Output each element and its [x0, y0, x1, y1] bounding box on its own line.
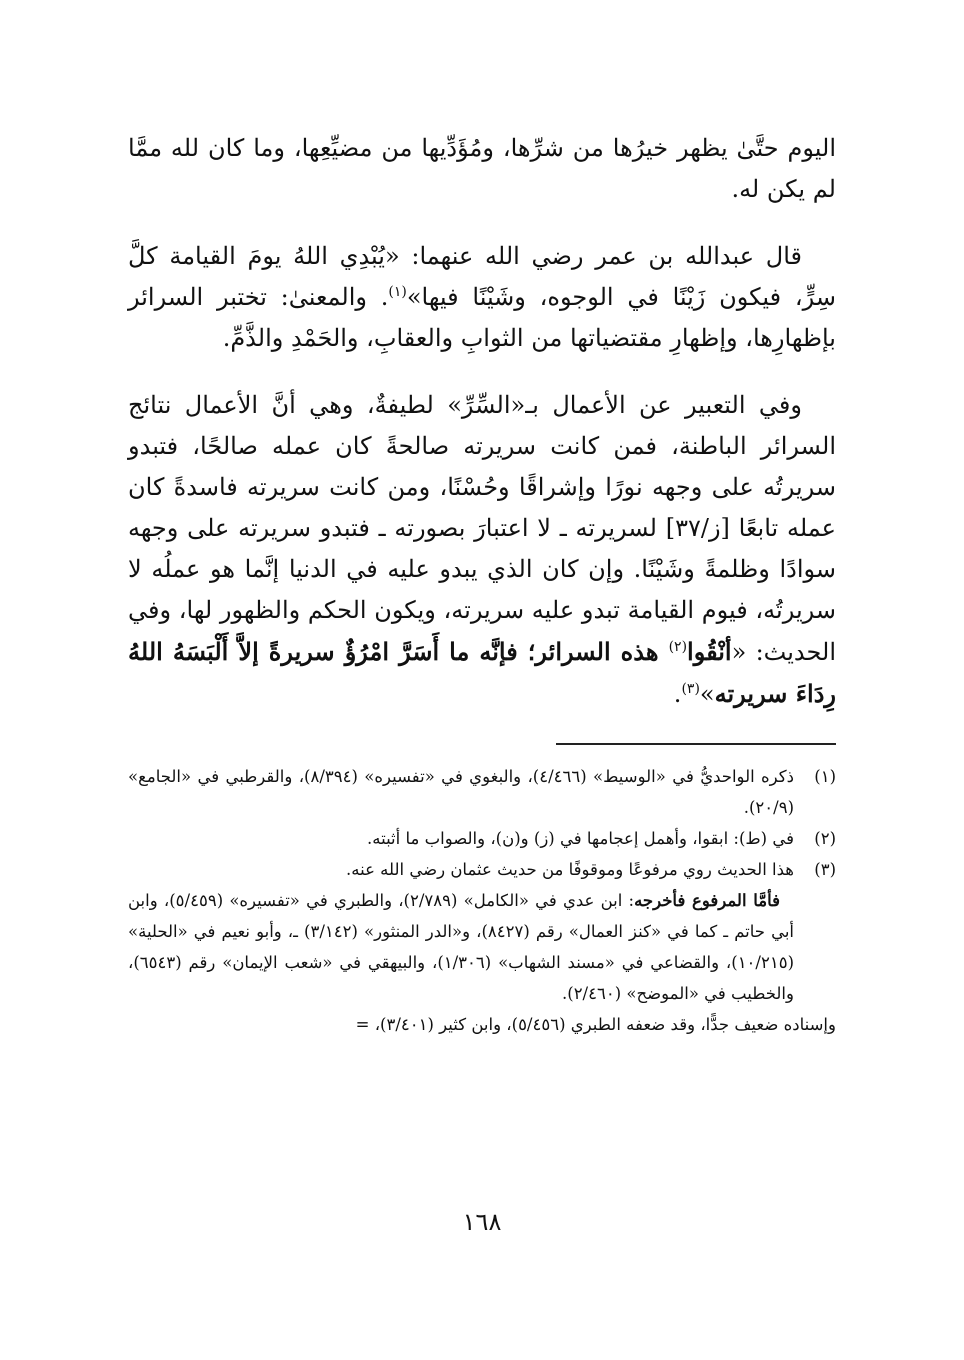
body-paragraph-3	[128, 385, 836, 715]
footnotes	[128, 761, 836, 1040]
footnote-text: في (ط): ابقوا، وأهمل إعجامها في (ز) و(ن)، والصواب ما أثبته.	[367, 829, 794, 848]
footnote-3-continuation	[128, 885, 836, 1009]
footnote-text: وإسناده ضعيف جدًّا، وقد ضعفه الطبري (٥/٤٥٦)، وابن كثير (٣/٤٠١)، =	[355, 1015, 836, 1034]
footnote-number: (٣)	[814, 860, 836, 879]
footnote-reference-3[interactable]: (٣)	[681, 681, 700, 697]
footnote-reference-2[interactable]: (٢)	[668, 639, 688, 655]
paragraph-text: قال عبدالله بن عمر رضي الله عنهما: «يُبْدِي اللهُ يومَ القيامة كلَّ سِرٍّ، فيكون زَيْنًا في الوجوه، وشَيْنًا فيها»	[128, 242, 836, 311]
page-number: ١٦٨	[462, 1208, 502, 1236]
footnote-text: هذا الحديث روي مرفوعًا وموقوفًا من حديث عثمان رضي الله عنه.	[346, 860, 794, 879]
page-content	[128, 128, 836, 1040]
footnote-2	[128, 823, 836, 854]
footnote-text: ذكره الواحديُّ في «الوسيط» (٤/٤٦٦)، والبغوي في «تفسيره» (٨/٣٩٤)، والقرطبي في «الجامع» (٢٠/٩).	[128, 767, 794, 817]
footnote-text: : ابن عدي في «الكامل» (٢/٧٨٩)، والطبري في «تفسيره» (٥/٤٥٩)، وابن أبي حاتم ـ كما في «كنز العمال» رقم (٨٤٢٧)، و«الدر المنثور» (٣/١٤٢) ـ، وأبو نعيم في «الحلية» (١٠/٢١٥)، والقضاعي في «مسند الشهاب» (١/٣٠٦)، والبيهقي في «شعب الإيمان» رقم (٦٥٤٣)، والخطيب في «الموضح» (٢/٤٦٠).	[128, 891, 794, 1003]
footnote-bold-lead: فأمَّا المرفوع فأخرجه	[634, 891, 781, 910]
body-paragraph-1	[128, 128, 836, 210]
hadith-text: أنْقُوا	[687, 637, 732, 666]
footnote-3-continuation-2	[128, 1009, 836, 1040]
paragraph-text: . والمعنىٰ: تختبر السرائر بإظهارِها، وإظهارِ مقتضياتها من الثوابِ والعقابِ، والحَمْدِ والذَّمِّ.	[128, 283, 836, 352]
closing-quote: »	[699, 680, 715, 708]
footnote-reference-1[interactable]: (١)	[388, 284, 407, 300]
footnote-number: (٢)	[814, 829, 836, 848]
hadith-text: هذه السرائر؛ فإنَّه ما أَسَرَّ امْرُؤٌ سريرةً إلاَّ أَلْبَسَهُ اللهُ رِدَاءَ سريرته	[128, 637, 836, 708]
footnote-separator	[556, 743, 836, 745]
paragraph-end: .	[673, 680, 682, 708]
footnote-number: (١)	[814, 767, 836, 786]
paragraph-text: وفي التعبير عن الأعمال بـ«السِّرِّ» لطيفةٌ، وهي أنَّ الأعمال نتائج السرائر الباطنة، فمن كانت سريرته صالحةً كان عمله صالحًا، فتبدو سريرتُه على وجهه نورًا وإشراقًا وحُسْنًا، ومن كانت سريرته فاسدةً كان عمله تابعًا [ز/٣٧] لسريرته ـ لا اعتبارَ بصورته ـ فتبدو سريرته على وجهه سوادًا وظلمةً وشَيْنًا. وإن كان الذي يبدو عليه في الدنيا إنَّما هو عملُه لا سريرتُه، فيوم القيامة تبدو عليه سريرته، ويكون الحكم والظهور لها، وفي الحديث: «	[128, 391, 837, 666]
body-paragraph-2	[128, 236, 836, 359]
paragraph-text: اليوم حتَّىٰ يظهر خيرُها من شرِّها، ومُؤَدِّيها من مضيِّعِها، وما كان لله ممَّا لم يكن له.	[128, 134, 836, 203]
footnote-1	[128, 761, 836, 823]
footnote-3	[128, 854, 836, 885]
